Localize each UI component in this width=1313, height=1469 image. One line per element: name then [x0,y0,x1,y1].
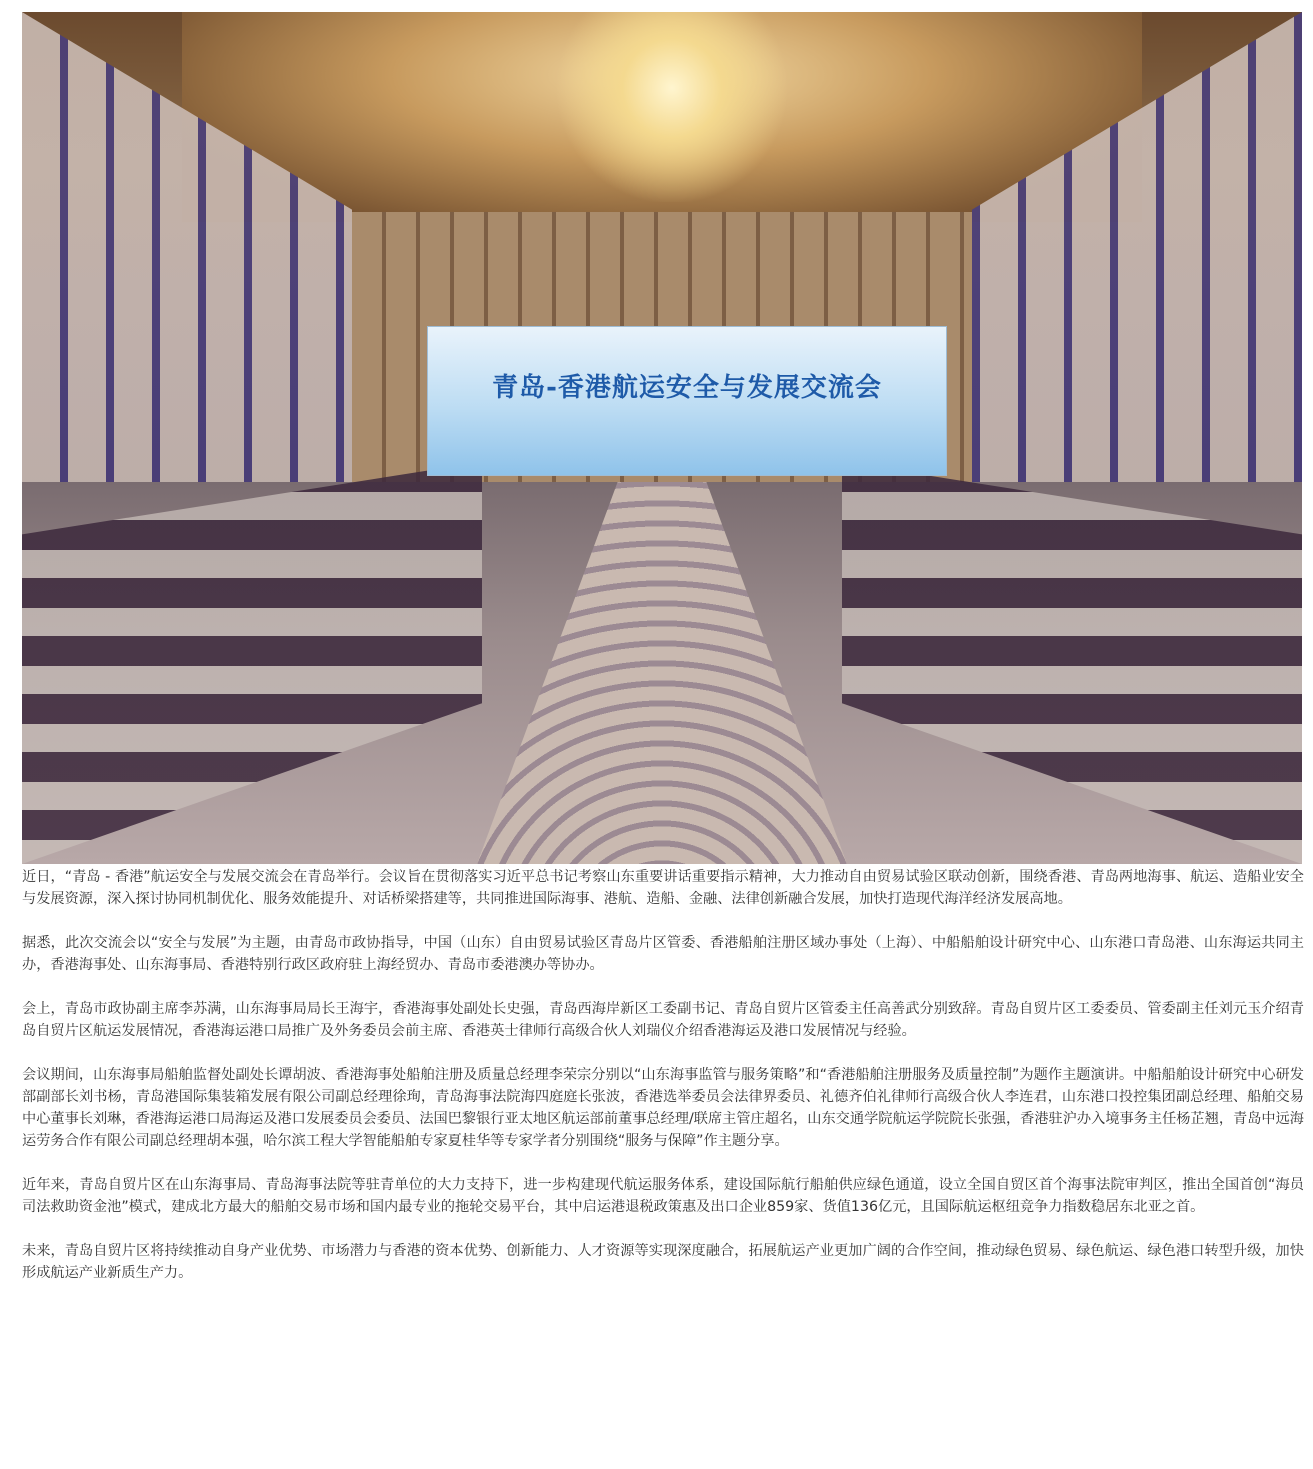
paragraph: 近年来，青岛自贸片区在山东海事局、青岛海事法院等驻青单位的大力支持下，进一步构建现代航运服务体系，建设国际航行船舶供应绿色通道，设立全国自贸区首个海事法院审判区，推出全国首创“海员司法救助资金池”模式，建成北方最大的船舶交易市场和国内最专业的拖轮交易平台，其中启运港退税政策惠及出口企业859家、货值136亿元，且国际航运枢纽竞争力指数稳居东北亚之首。 [22,1177,1304,1215]
screen-title: 青岛-香港航运安全与发展交流会 [492,373,882,403]
paragraph: 未来，青岛自贸片区将持续推动自身产业优势、市场潜力与香港的资本优势、创新能力、人才资源等实现深度融合，拓展航运产业更加广阔的合作空间，推动绿色贸易、绿色航运、绿色港口转型升级，加快形成航运产业新质生产力。 [22,1243,1304,1281]
article-body [22,866,1304,1306]
paragraph: 据悉，此次交流会以“安全与发展”为主题，由青岛市政协指导，中国（山东）自由贸易试验区青岛片区管委、香港船舶注册区域办事处（上海）、中船船舶设计研究中心、山东港口青岛港、山东海运共同主办，香港海事处、山东海事局、香港特别行政区政府驻上海经贸办、青岛市委港澳办等协办。 [22,935,1304,973]
chandelier [552,12,792,202]
paragraph: 近日，“青岛 - 香港”航运安全与发展交流会在青岛举行。会议旨在贯彻落实习近平总书记考察山东重要讲话重要指示精神，大力推动自由贸易试验区联动创新，围绕香港、青岛两地海事、航运、造船业安全与发展资源，深入探讨协同机制优化、服务效能提升、对话桥梁搭建等，共同推进国际海事、港航、造船、金融、法律创新融合发展，加快打造现代海洋经济发展高地。 [22,869,1304,907]
paragraph: 会上，青岛市政协副主席李苏满，山东海事局局长王海宇，香港海事处副处长史强，青岛西海岸新区工委副书记、青岛自贸片区管委主任高善武分别致辞。青岛自贸片区工委委员、管委副主任刘元玉介绍青岛自贸片区航运发展情况，香港海运港口局推广及外务委员会前主席、香港英士律师行高级合伙人刘瑞仪介绍香港海运及港口发展情况与经验。 [22,1001,1304,1039]
conference-photo [22,12,1302,864]
stage-screen [427,326,947,476]
paragraph: 会议期间，山东海事局船舶监督处副处长谭胡波、香港海事处船舶注册及质量总经理李荣宗分别以“山东海事监管与服务策略”和“香港船舶注册服务及质量控制”为题作主题演讲。中船船舶设计研究中心研发部副部长刘书杨，青岛港国际集装箱发展有限公司副总经理徐珣，青岛海事法院海四庭庭长张波，香港选举委员会法律界委员、礼德齐伯礼律师行高级合伙人李连君，山东港口投控集团副总经理、船舶交易中心董事长刘琳，香港海运港口局海运及港口发展委员会委员、法国巴黎银行亚太地区航运部前董事总经理/联席主管庄超名，山东交通学院航运学院院长张强，香港驻沪办入境事务主任杨芷翘，青岛中远海运劳务合作有限公司副总经理胡本强，哈尔滨工程大学智能船舶专家夏桂华等专家学者分别围绕“服务与保障”作主题分享。 [22,1067,1304,1149]
